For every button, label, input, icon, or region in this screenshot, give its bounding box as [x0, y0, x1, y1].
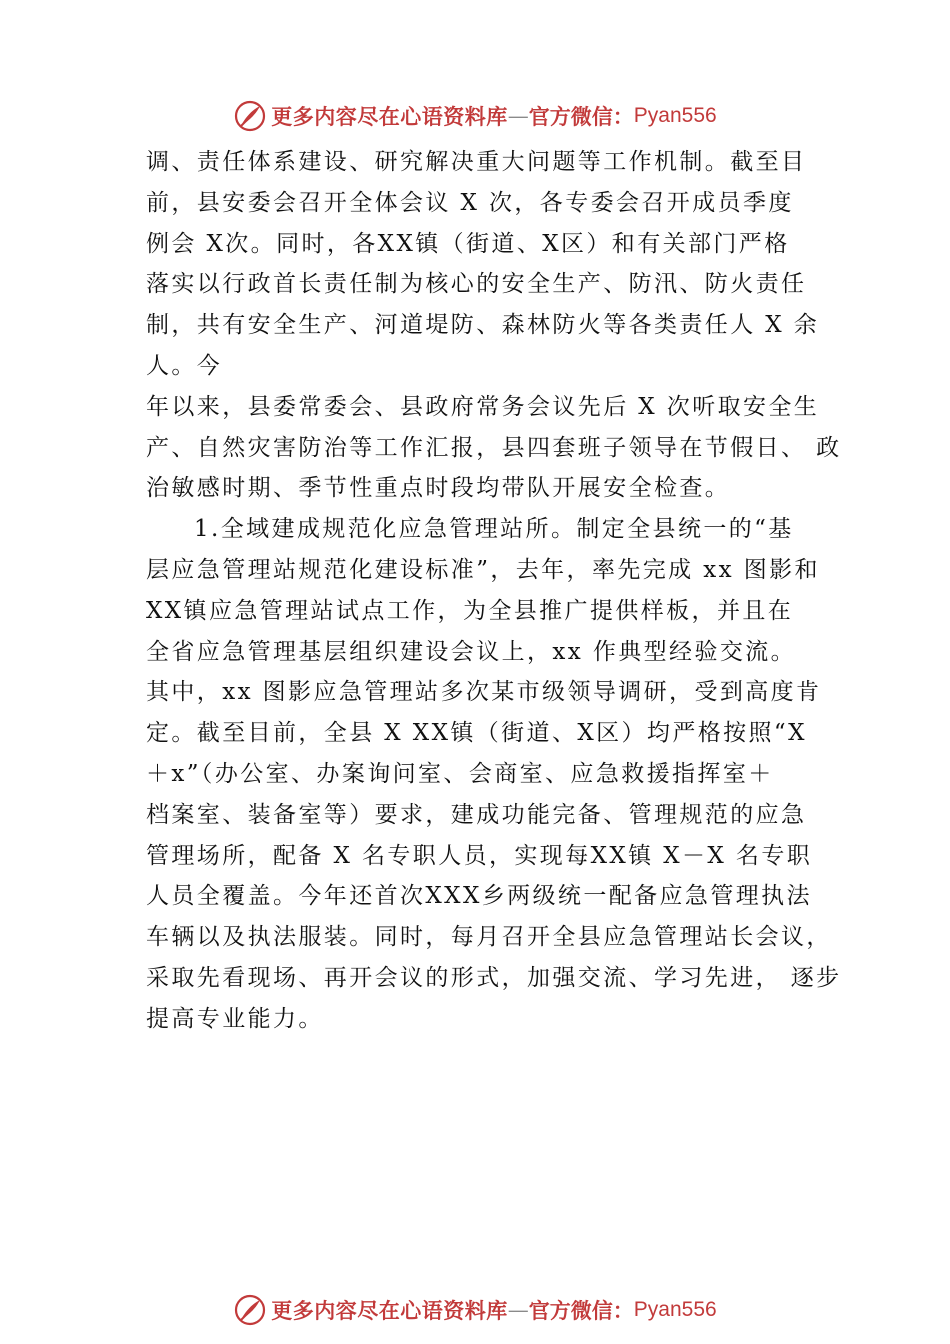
text-line: 治敏感时期、季节性重点时段均带队开展安全检查。	[146, 475, 731, 502]
watermark-label: 更多内容尽在心语资料库	[271, 104, 508, 129]
watermark-separator: —	[507, 104, 529, 128]
watermark-wechat-id: Pyan556	[633, 1298, 717, 1321]
text-line: ＋x”（办公室、办案询问室、会商室、应急救援指挥室＋	[146, 760, 774, 787]
text-line: 全省应急管理基层组织建设会议上，xx 作典型经验交流。	[146, 638, 797, 665]
text-line: 定。截至目前，全县 X XX镇（街道、X区）均严格按照“X	[146, 720, 807, 747]
text-line: 车辆以及执法服装。同时，每月召开全县应急管理站长会议，	[146, 924, 832, 951]
text-line: 例会 X次。同时，各XX镇（街道、X区）和有关部门严格	[146, 230, 790, 257]
text-line: 采取先看现场、再开会议的形式，加强交流、学习先进， 逐步	[146, 964, 842, 991]
text-line: 管理场所，配备 X 名专职人员，实现每XX镇 X－X 名专职	[146, 842, 813, 869]
document-body	[146, 142, 842, 1040]
paragraph-heading-line: 1.全域建成规范化应急管理站所。制定全县统一的“基	[194, 516, 794, 543]
watermark-wechat-id: Pyan556	[633, 104, 717, 127]
text-line: 档案室、装备室等）要求，建成功能完备、管理规范的应急	[146, 801, 807, 828]
text-line: 人。今	[146, 352, 223, 379]
watermark-separator: —	[507, 1298, 529, 1322]
text-line: 其中，xx 图影应急管理站多次某市级领导调研，受到高度肯	[146, 679, 822, 706]
watermark-wechat-label: 官方微信：	[528, 104, 634, 129]
text-line: XX镇应急管理站试点工作，为全县推广提供样板，并且在	[146, 597, 794, 624]
watermark-wechat-label: 官方微信：	[528, 1298, 634, 1323]
text-line: 落实以行政首长责任制为核心的安全生产、防汛、防火责任	[146, 271, 807, 298]
footer-watermark	[0, 1290, 950, 1330]
feather-pen-logo-icon	[233, 1293, 267, 1327]
text-line: 前，县安委会召开全体会议 X 次，各专委会召开成员季度	[146, 189, 794, 216]
text-line: 产、自然灾害防治等工作汇报，县四套班子领导在节假日、 政	[146, 434, 842, 461]
header-watermark	[0, 96, 950, 136]
text-line: 层应急管理站规范化建设标准”，去年，率先完成 xx 图影和	[146, 556, 820, 583]
text-line: 调、责任体系建设、研究解决重大问题等工作机制。截至目	[146, 149, 807, 175]
feather-pen-logo-icon	[233, 99, 267, 133]
text-line: 提高专业能力。	[146, 1005, 324, 1032]
text-line: 人员全覆盖。今年还首次XXX乡两级统一配备应急管理执法	[146, 883, 812, 910]
text-line: 年以来，县委常委会、县政府常务会议先后 X 次听取安全生	[146, 393, 820, 420]
text-line: 制，共有安全生产、河道堤防、森林防火等各类责任人 X 余	[146, 312, 820, 339]
watermark-label: 更多内容尽在心语资料库	[271, 1298, 508, 1323]
